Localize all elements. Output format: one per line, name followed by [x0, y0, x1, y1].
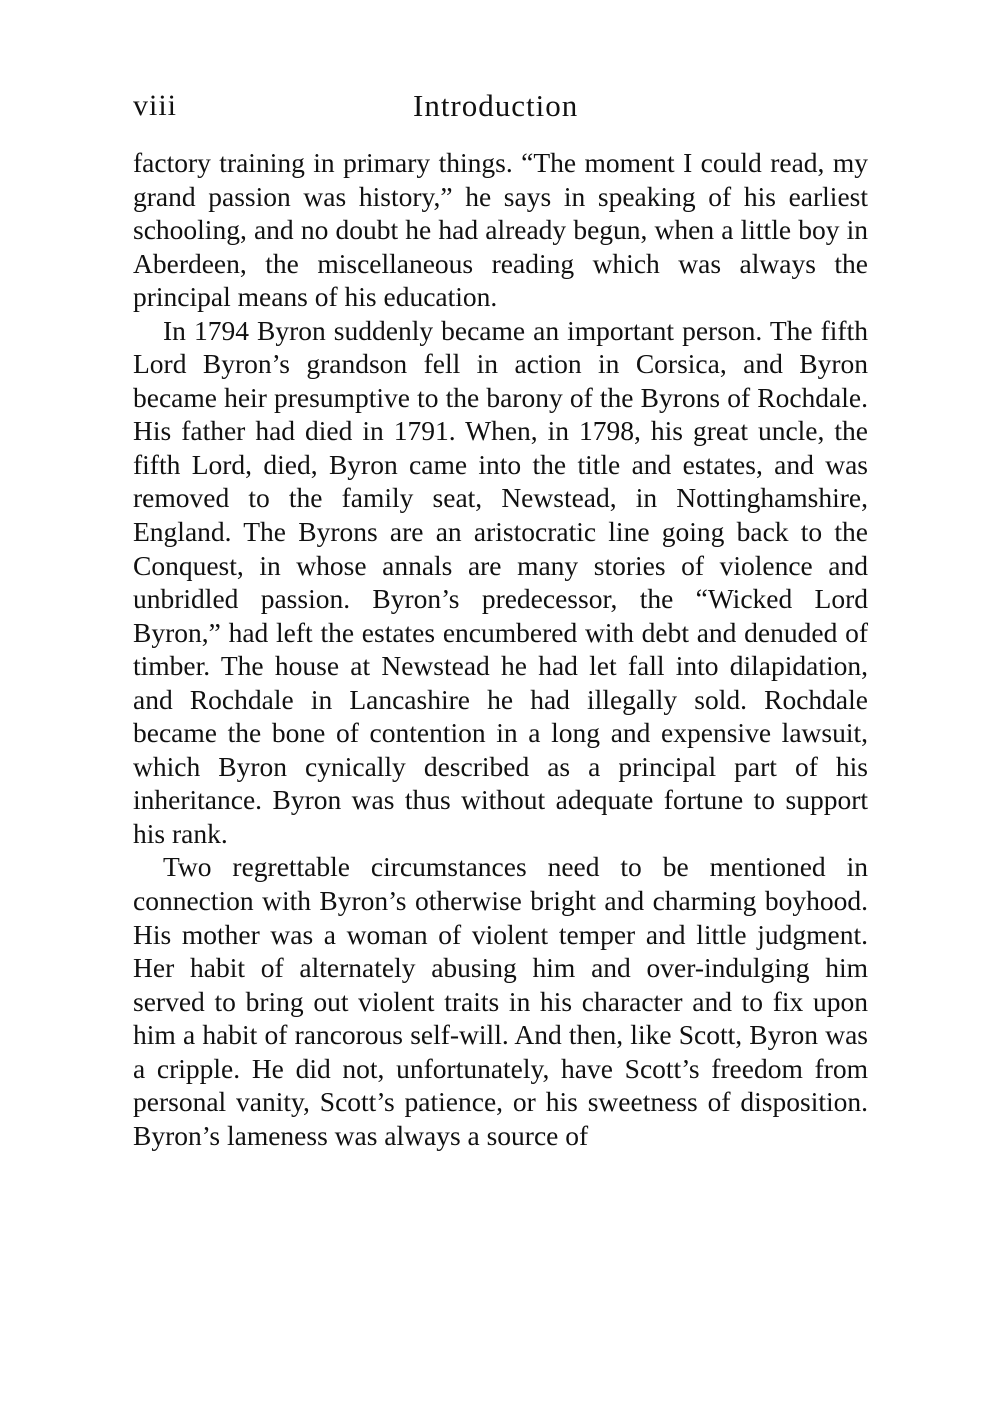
running-title: Introduction	[413, 88, 579, 123]
paragraph-byron-inheritance: In 1794 Byron suddenly became an important person. The fifth Lord Byron’s grandson fell in action in Corsica, and Byron became heir presumptive to the barony of the Byrons of Rochdale. His father had died in 1791. When, in 1798, his great uncle, the fifth Lord, died, Byron came into the title and estates, and was removed to the family seat, Newstead, in Nottinghamshire, England. The Byrons are an aristocratic line going back to the Conquest, in whose annals are many stories of violence and unbridled passion. Byron’s predecessor, the “Wicked Lord Byron,” had left the estates encumbered with debt and denuded of timber. The house at Newstead he had let fall into dilapidation, and Rochdale in Lancashire he had illegally sold. Rochdale became the bone of contention in a long and expensive lawsuit, which Byron cynically described as a principal part of his inheritance. Byron was thus without adequate fortune to support his rank.	[133, 314, 868, 849]
paragraph-continued: factory training in primary things. “The moment I could read, my grand passion was history,” he says in speaking of his earliest schooling, and no doubt he had already begun, when a little boy in Aberdeen, the miscellaneous reading which was always the principal means of his education.	[133, 147, 868, 313]
body-text	[133, 146, 868, 1152]
running-head	[133, 86, 868, 130]
page-number: viii	[133, 89, 178, 122]
paragraph-byron-boyhood: Two regrettable circumstances need to be mentioned in connection with Byron’s otherwise bright and charming boyhood. His mother was a woman of violent temper and little judgment. Her habit of alternately abusing him and over-indulging him served to bring out violent traits in his character and to fix upon him a habit of rancorous self-will. And then, like Scott, Byron was a cripple. He did not, unfortunately, have Scott’s freedom from personal vanity, Scott’s patience, or his sweetness of disposition. Byron’s lameness was always a source of	[133, 851, 868, 1151]
